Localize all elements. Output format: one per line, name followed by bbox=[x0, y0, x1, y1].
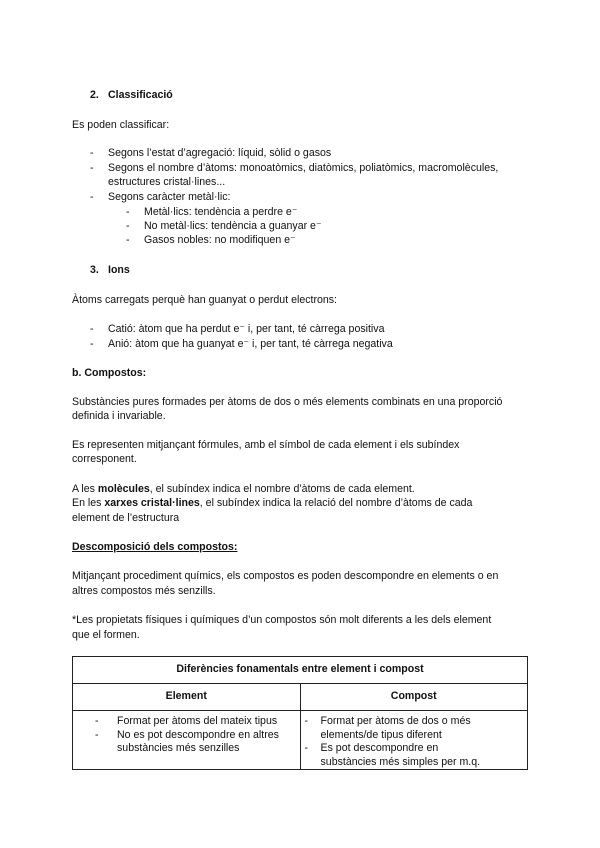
molecules-term: molècules bbox=[97, 483, 150, 495]
list-item: Segons caràcter metàl·lic: bbox=[108, 191, 231, 203]
dash-bullet: - bbox=[95, 715, 99, 727]
compostos-paragraph-line: Substàncies pures formades per àtoms de dos o més elements combinats en una proporció bbox=[72, 396, 503, 408]
ions-intro: Àtoms carregats perquè han guanyat o perdut electrons: bbox=[72, 294, 338, 306]
xarxes-post: , el subíndex indica la relació del nombre d’àtoms de cada bbox=[199, 497, 473, 509]
table-title: Diferències fonamentals entre element i compost bbox=[73, 657, 528, 684]
note-line: *Les propietats físiques i químiques d’un compostos són molt diferents a les dels element bbox=[72, 614, 492, 626]
molecules-line bbox=[72, 482, 532, 496]
formules-paragraph-line: corresponent. bbox=[72, 453, 137, 465]
list-item: Segons l’estat d’agregació: líquid, sòlid o gasos bbox=[108, 147, 332, 159]
element-cell bbox=[73, 711, 301, 770]
table-list-item: - No es pot descompondre en altres bbox=[95, 728, 279, 741]
dash-bullet: - bbox=[90, 147, 94, 159]
note-line: que el formen. bbox=[72, 629, 140, 641]
element-list bbox=[73, 711, 300, 756]
dash-bullet: - bbox=[90, 191, 94, 203]
section-number: 2. bbox=[90, 89, 99, 101]
xarxes-line bbox=[72, 496, 532, 510]
xarxes-term: xarxes cristal·lines bbox=[104, 497, 200, 509]
list-item: Segons el nombre d’àtoms: monoatòmics, diatòmics, poliatòmics, macromolècules, bbox=[108, 162, 499, 174]
classify-intro: Es poden classificar: bbox=[72, 119, 170, 131]
sublist-item: No metàl·lics: tendència a guanyar e⁻ bbox=[144, 220, 322, 232]
column-header-compost: Compost bbox=[300, 684, 528, 711]
column-header-element: Element bbox=[73, 684, 301, 711]
formules-paragraph-line: Es representen mitjançant fórmules, amb el símbol de cada element i els subíndex bbox=[72, 439, 460, 451]
dash-bullet: - bbox=[126, 234, 130, 246]
table-list-item: - Format per àtoms de dos o més bbox=[304, 715, 471, 727]
list-item: Catió: àtom que ha perdut e⁻ i, per tant, té càrrega positiva bbox=[108, 323, 385, 335]
molecules-pre: A les bbox=[72, 483, 98, 495]
compost-cell bbox=[300, 711, 528, 770]
table-list-item: - Format per àtoms del mateix tipus bbox=[95, 715, 278, 727]
section-number: 3. bbox=[90, 264, 99, 276]
dash-bullet: - bbox=[95, 728, 99, 741]
molecules-post: , el subíndex indica el nombre d’àtoms de cada element. bbox=[149, 483, 415, 495]
dash-bullet: - bbox=[90, 323, 94, 335]
sublist-item: Gasos nobles: no modifiquen e⁻ bbox=[144, 234, 296, 246]
compost-list bbox=[301, 711, 528, 769]
dash-bullet: - bbox=[126, 220, 130, 232]
xarxes-pre: En les bbox=[72, 497, 105, 509]
sublist-item: Metàl·lics: tendència a perdre e⁻ bbox=[144, 206, 298, 218]
xarxes-line-continuation: element de l’estructura bbox=[72, 512, 180, 524]
list-item-continuation: estructures cristal·lines... bbox=[108, 176, 226, 188]
descomposicio-paragraph-line: Mitjançant procediment químics, els compostos es poden descompondre en elements o en bbox=[72, 570, 499, 582]
table-list-item-continuation: substàncies més senzilles bbox=[117, 742, 240, 754]
compostos-heading: b. Compostos: bbox=[72, 367, 147, 379]
compostos-paragraph-line: definida i invariable. bbox=[72, 410, 166, 422]
dash-bullet: - bbox=[304, 742, 309, 754]
list-item: Anió: àtom que ha guanyat e⁻ i, per tant, té càrrega negativa bbox=[108, 338, 393, 350]
descomposicio-heading: Descomposició dels compostos: bbox=[72, 541, 238, 553]
dash-bullet: - bbox=[126, 206, 130, 218]
descomposicio-paragraph-line: altres compostos més senzills. bbox=[72, 585, 216, 597]
dash-bullet: - bbox=[304, 715, 309, 727]
table-list-item: - Es pot descompondre en bbox=[304, 742, 439, 754]
table-list-item-continuation: elements/de tipus diferent bbox=[320, 728, 442, 741]
section-title-classificacio: Classificació bbox=[108, 89, 173, 101]
table-list-item-continuation: substàncies més simples per m.q. bbox=[320, 755, 481, 768]
dash-bullet: - bbox=[90, 162, 94, 174]
section-title-ions: Ions bbox=[108, 264, 130, 276]
comparison-table bbox=[72, 656, 528, 770]
dash-bullet: - bbox=[90, 338, 94, 350]
